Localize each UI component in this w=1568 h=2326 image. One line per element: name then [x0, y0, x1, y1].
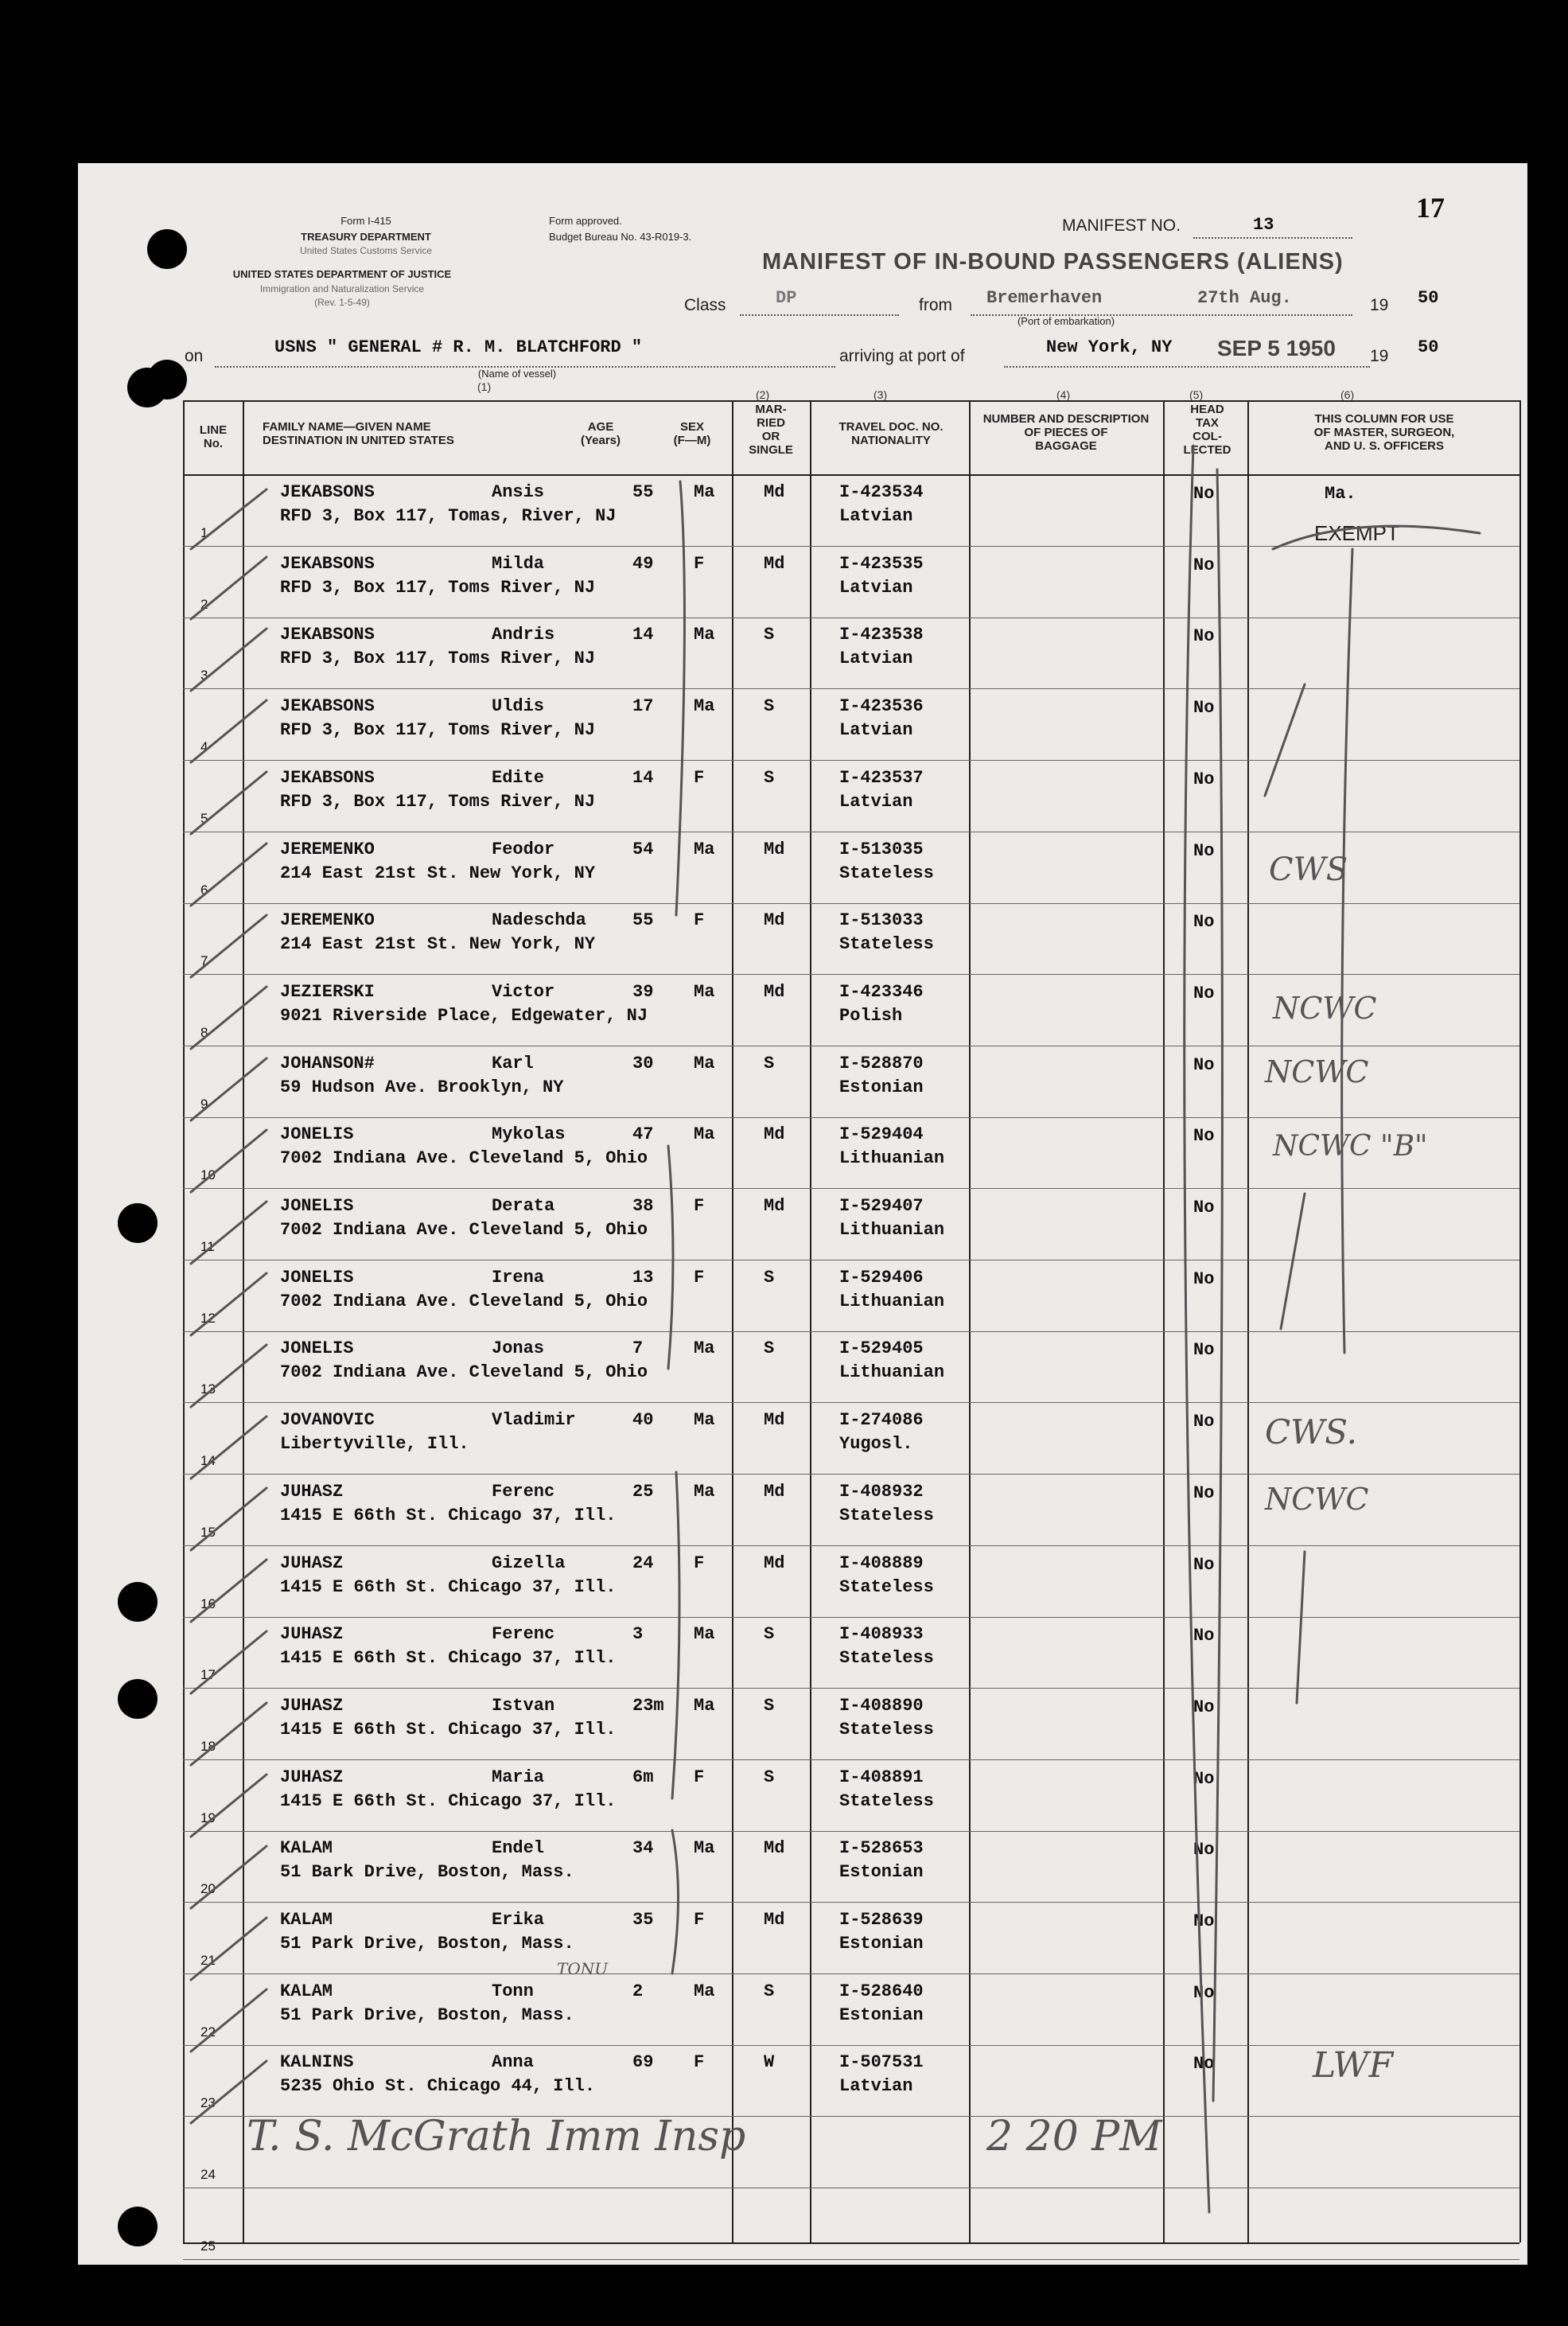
- class-label: Class: [684, 296, 726, 314]
- marital-status: Md: [764, 1838, 785, 1858]
- family-name: JEREMENKO: [280, 840, 375, 859]
- head-tax: No: [1193, 984, 1215, 1003]
- line-number: 17: [200, 1667, 216, 1682]
- given-name: Andris: [492, 625, 555, 645]
- destination: 1415 E 66th St. Chicago 37, Ill.: [280, 1577, 617, 1597]
- line-number: 25: [200, 2238, 216, 2254]
- sex: F: [694, 1268, 705, 1288]
- ins-service: Immigration and Naturalization Service: [259, 283, 425, 294]
- sex: Ma: [694, 1054, 715, 1073]
- travel-doc-no: I-408890: [839, 1696, 924, 1716]
- destination: RFD 3, Box 117, Toms River, NJ: [280, 578, 596, 598]
- travel-doc-no: I-529405: [839, 1338, 924, 1358]
- handwriting-cws-1: CWS: [1269, 851, 1348, 888]
- justice-department: UNITED STATES DEPARTMENT OF JUSTICE: [232, 268, 452, 280]
- departure-year-prefix: 19: [1370, 296, 1389, 314]
- embarkation-caption: (Port of embarkation): [1017, 315, 1115, 327]
- sex: Ma: [694, 982, 715, 1002]
- handwriting-signature: T. S. McGrath Imm Insp: [247, 2113, 746, 2160]
- age: 14: [632, 625, 654, 645]
- marital-status: Md: [764, 982, 785, 1002]
- sex: Ma: [694, 1696, 715, 1716]
- age: 14: [632, 768, 654, 788]
- line-number: 7: [200, 953, 208, 968]
- travel-doc-no: I-408932: [839, 1482, 924, 1502]
- col-header-married: MAR- RIED OR SINGLE: [749, 403, 793, 457]
- family-name: JEKABSONS: [280, 482, 375, 502]
- destination: RFD 3, Box 117, Toms River, NJ: [280, 720, 596, 740]
- given-name: Edite: [492, 768, 545, 788]
- travel-doc-no: I-408933: [839, 1624, 924, 1644]
- given-name: Victor: [492, 982, 555, 1002]
- sex: F: [694, 1910, 705, 1930]
- sex: F: [694, 768, 705, 788]
- handwriting-tonu: TONU: [557, 1959, 609, 1978]
- travel-doc-no: I-513033: [839, 910, 924, 930]
- col-num-3: (3): [873, 388, 888, 401]
- sex: F: [694, 910, 705, 930]
- given-name: Erika: [492, 1910, 545, 1930]
- sex: Ma: [694, 1624, 715, 1644]
- marital-status: Md: [764, 1196, 785, 1216]
- destination: RFD 3, Box 117, Toms River, NJ: [280, 649, 596, 668]
- vessel-caption: (Name of vessel): [477, 368, 557, 380]
- nationality: Lithuanian: [839, 1292, 945, 1311]
- family-name: JUHASZ: [280, 1553, 344, 1573]
- line-number: 9: [200, 1097, 208, 1112]
- sex: Ma: [694, 1482, 715, 1502]
- age: 7: [632, 1338, 644, 1358]
- sex: Ma: [694, 696, 715, 716]
- travel-doc-no: I-423535: [839, 554, 924, 574]
- age: 2: [632, 1981, 644, 2001]
- destination: 7002 Indiana Ave. Cleveland 5, Ohio: [280, 1362, 648, 1382]
- marital-status: Md: [764, 840, 785, 859]
- travel-doc-no: I-528639: [839, 1910, 924, 1930]
- customs-service: United States Customs Service: [299, 245, 433, 256]
- form-approved: Form approved.: [549, 215, 622, 227]
- nationality: Latvian: [839, 649, 913, 668]
- head-tax: No: [1193, 555, 1215, 575]
- destination: 7002 Indiana Ave. Cleveland 5, Ohio: [280, 1148, 648, 1168]
- age: 3: [632, 1624, 644, 1644]
- nationality: Stateless: [839, 1720, 934, 1740]
- family-name: JEREMENKO: [280, 910, 375, 930]
- given-name: Mykolas: [492, 1124, 566, 1144]
- given-name: Karl: [492, 1054, 534, 1073]
- col-header-name: FAMILY NAME—GIVEN NAME DESTINATION IN UNITED STATES: [263, 420, 454, 447]
- family-name: JEZIERSKI: [280, 982, 375, 1002]
- head-tax: No: [1193, 1198, 1215, 1218]
- line-number: 2: [200, 597, 208, 612]
- sex: F: [694, 2052, 705, 2072]
- marital-status: Md: [764, 1482, 785, 1502]
- family-name: JUHASZ: [280, 1482, 344, 1502]
- handwriting-cws-2: CWS.: [1265, 1412, 1357, 1451]
- marital-status: Md: [764, 554, 785, 574]
- embarkation-port: Bremerhaven: [986, 288, 1103, 308]
- travel-doc-no: I-529406: [839, 1268, 924, 1288]
- travel-doc-no: I-528870: [839, 1054, 924, 1073]
- age: 23m: [632, 1696, 664, 1716]
- sex: Ma: [694, 1838, 715, 1858]
- col-num-4: (4): [1056, 388, 1071, 401]
- given-name: Gizella: [492, 1553, 566, 1573]
- departure-date: 27th Aug.: [1197, 288, 1292, 308]
- family-name: JONELIS: [280, 1338, 354, 1358]
- col-header-travel: TRAVEL DOC. NO. NATIONALITY: [838, 420, 944, 447]
- marital-status: S: [764, 696, 775, 716]
- age: 55: [632, 482, 654, 502]
- nationality: Latvian: [839, 720, 913, 740]
- given-name: Endel: [492, 1838, 545, 1858]
- given-name: Maria: [492, 1767, 545, 1787]
- sex: Ma: [694, 1410, 715, 1430]
- family-name: JONELIS: [280, 1196, 354, 1216]
- given-name: Anna: [492, 2052, 534, 2072]
- arrival-stamp: SEP 5 1950: [1217, 336, 1336, 360]
- form-revision: (Rev. 1-5-49): [314, 297, 370, 308]
- given-name: Feodor: [492, 840, 555, 859]
- treasury-department: TREASURY DEPARTMENT: [301, 231, 431, 243]
- age: 38: [632, 1196, 654, 1216]
- given-name: Ansis: [492, 482, 545, 502]
- destination: 51 Park Drive, Boston, Mass.: [280, 1934, 574, 1954]
- page-number: 17: [1416, 192, 1445, 224]
- head-tax: No: [1193, 1911, 1215, 1931]
- handwriting-ncwc-3: NCWC "B": [1273, 1130, 1428, 1163]
- handwriting-time: 2 20 PM: [986, 2113, 1162, 2160]
- head-tax: No: [1193, 698, 1215, 718]
- destination: RFD 3, Box 117, Tomas, River, NJ: [280, 506, 617, 526]
- nationality: Polish: [839, 1006, 903, 1026]
- nationality: Stateless: [839, 863, 934, 883]
- head-tax: No: [1193, 1983, 1215, 2003]
- age: 30: [632, 1054, 654, 1073]
- age: 25: [632, 1482, 654, 1502]
- col-header-tax: HEAD TAX COL- LECTED: [1183, 403, 1231, 457]
- head-tax: No: [1193, 2054, 1215, 2074]
- family-name: JEKABSONS: [280, 768, 375, 788]
- given-name: Derata: [492, 1196, 555, 1216]
- nationality: Lithuanian: [839, 1220, 945, 1240]
- given-name: Nadeschda: [492, 910, 586, 930]
- age: 13: [632, 1268, 654, 1288]
- nationality: Estonian: [839, 2005, 924, 2025]
- arrival-port: New York, NY: [1046, 337, 1173, 357]
- nationality: Lithuanian: [839, 1362, 945, 1382]
- line-number: 1: [200, 525, 208, 540]
- head-tax: No: [1193, 841, 1215, 861]
- head-tax: No: [1193, 1626, 1215, 1646]
- line-number: 24: [200, 2167, 216, 2182]
- marital-status: Md: [764, 482, 785, 502]
- marital-status: W: [764, 2052, 775, 2072]
- destination: 214 East 21st St. New York, NY: [280, 934, 596, 954]
- line-number: 5: [200, 811, 208, 826]
- marital-status: S: [764, 1338, 775, 1358]
- destination: RFD 3, Box 117, Toms River, NJ: [280, 792, 596, 812]
- given-name: Istvan: [492, 1696, 555, 1716]
- destination: 51 Bark Drive, Boston, Mass.: [280, 1862, 574, 1882]
- handwriting-exempt: EXEMPT: [1314, 521, 1399, 545]
- col-header-age: AGE (Years): [580, 420, 621, 447]
- nationality: Estonian: [839, 1077, 924, 1097]
- handwriting-ncwc-2: NCWC: [1265, 1054, 1369, 1089]
- family-name: KALAM: [280, 1910, 333, 1930]
- travel-doc-no: I-408891: [839, 1767, 924, 1787]
- head-tax: No: [1193, 484, 1215, 504]
- form-number: Form I-415: [340, 215, 391, 227]
- nationality: Latvian: [839, 506, 913, 526]
- col-num-6: (6): [1340, 388, 1355, 401]
- line-number: 3: [200, 668, 208, 683]
- line-number: 20: [200, 1881, 216, 1896]
- col-num-2: (2): [756, 388, 770, 401]
- line-number: 13: [200, 1381, 216, 1397]
- head-tax: No: [1193, 1840, 1215, 1860]
- officer-note: Ma.: [1325, 484, 1356, 504]
- destination: 7002 Indiana Ave. Cleveland 5, Ohio: [280, 1292, 648, 1311]
- destination: 1415 E 66th St. Chicago 37, Ill.: [280, 1791, 617, 1811]
- age: 35: [632, 1910, 654, 1930]
- travel-doc-no: I-423346: [839, 982, 924, 1002]
- col-num-1: (1): [477, 380, 492, 393]
- travel-doc-no: I-528653: [839, 1838, 924, 1858]
- given-name: Milda: [492, 554, 545, 574]
- line-number: 6: [200, 882, 208, 898]
- nationality: Latvian: [839, 2076, 913, 2096]
- budget-bureau: Budget Bureau No. 43-R019-3.: [549, 231, 692, 243]
- nationality: Estonian: [839, 1862, 924, 1882]
- nationality: Stateless: [839, 934, 934, 954]
- given-name: Irena: [492, 1268, 545, 1288]
- given-name: Vladimir: [492, 1410, 576, 1430]
- sex: Ma: [694, 1981, 715, 2001]
- line-number: 14: [200, 1453, 216, 1468]
- line-number: 18: [200, 1739, 216, 1754]
- line-number: 11: [200, 1239, 215, 1254]
- age: 34: [632, 1838, 654, 1858]
- family-name: JUHASZ: [280, 1696, 344, 1716]
- head-tax: No: [1193, 1483, 1215, 1503]
- family-name: JEKABSONS: [280, 554, 375, 574]
- col-header-line: LINE No.: [199, 423, 228, 450]
- class-value: DP: [776, 288, 797, 308]
- sex: Ma: [694, 1124, 715, 1144]
- destination: 1415 E 66th St. Chicago 37, Ill.: [280, 1506, 617, 1525]
- arrival-year: 50: [1418, 337, 1439, 357]
- nationality: Stateless: [839, 1577, 934, 1597]
- head-tax: No: [1193, 1769, 1215, 1789]
- family-name: JUHASZ: [280, 1624, 344, 1644]
- marital-status: S: [764, 1767, 775, 1787]
- line-number: 22: [200, 2024, 216, 2040]
- marital-status: S: [764, 1268, 775, 1288]
- col-header-officers: THIS COLUMN FOR USE OF MASTER, SURGEON, AND U. S. OFFICERS: [1313, 412, 1455, 453]
- col-num-5: (5): [1189, 388, 1204, 401]
- sex: F: [694, 1553, 705, 1573]
- age: 39: [632, 982, 654, 1002]
- from-label: from: [919, 296, 952, 314]
- destination: 1415 E 66th St. Chicago 37, Ill.: [280, 1648, 617, 1668]
- head-tax: No: [1193, 1269, 1215, 1289]
- given-name: Tonn: [492, 1981, 534, 2001]
- travel-doc-no: I-408889: [839, 1553, 924, 1573]
- family-name: JOHANSON#: [280, 1054, 375, 1073]
- destination: 7002 Indiana Ave. Cleveland 5, Ohio: [280, 1220, 648, 1240]
- travel-doc-no: I-423534: [839, 482, 924, 502]
- marital-status: Md: [764, 1910, 785, 1930]
- age: 40: [632, 1410, 654, 1430]
- travel-doc-no: I-423536: [839, 696, 924, 716]
- sex: Ma: [694, 482, 715, 502]
- line-number: 15: [200, 1525, 216, 1540]
- arrival-year-prefix: 19: [1370, 347, 1389, 365]
- travel-doc-no: I-423537: [839, 768, 924, 788]
- manifest-no-label: MANIFEST NO.: [1062, 216, 1181, 235]
- destination: 5235 Ohio St. Chicago 44, Ill.: [280, 2076, 596, 2096]
- travel-doc-no: I-507531: [839, 2052, 924, 2072]
- given-name: Jonas: [492, 1338, 545, 1358]
- given-name: Ferenc: [492, 1624, 555, 1644]
- age: 54: [632, 840, 654, 859]
- destination: 1415 E 66th St. Chicago 37, Ill.: [280, 1720, 617, 1740]
- family-name: JUHASZ: [280, 1767, 344, 1787]
- nationality: Yugosl.: [839, 1434, 913, 1454]
- family-name: JONELIS: [280, 1268, 354, 1288]
- sex: F: [694, 554, 705, 574]
- vessel-name: USNS " GENERAL # R. M. BLATCHFORD ": [274, 337, 643, 357]
- nationality: Stateless: [839, 1648, 934, 1668]
- head-tax: No: [1193, 1697, 1215, 1717]
- travel-doc-no: I-529407: [839, 1196, 924, 1216]
- family-name: KALAM: [280, 1838, 333, 1858]
- marital-status: S: [764, 1624, 775, 1644]
- head-tax: No: [1193, 1412, 1215, 1432]
- travel-doc-no: I-423538: [839, 625, 924, 645]
- marital-status: Md: [764, 1410, 785, 1430]
- given-name: Uldis: [492, 696, 545, 716]
- given-name: Ferenc: [492, 1482, 555, 1502]
- sex: F: [694, 1767, 705, 1787]
- age: 6m: [632, 1767, 654, 1787]
- nationality: Stateless: [839, 1506, 934, 1525]
- marital-status: Md: [764, 910, 785, 930]
- family-name: JOVANOVIC: [280, 1410, 375, 1430]
- line-number: 12: [200, 1311, 216, 1326]
- line-number: 19: [200, 1810, 216, 1825]
- line-number: 8: [200, 1025, 208, 1040]
- arriving-label: arriving at port of: [839, 347, 965, 365]
- head-tax: No: [1193, 1340, 1215, 1360]
- manifest-title: MANIFEST OF IN-BOUND PASSENGERS (ALIENS): [762, 249, 1344, 275]
- family-name: KALAM: [280, 1981, 333, 2001]
- marital-status: S: [764, 1696, 775, 1716]
- family-name: JEKABSONS: [280, 625, 375, 645]
- nationality: Stateless: [839, 1791, 934, 1811]
- head-tax: No: [1193, 769, 1215, 789]
- line-number: 23: [200, 2095, 216, 2110]
- travel-doc-no: I-528640: [839, 1981, 924, 2001]
- destination: 51 Park Drive, Boston, Mass.: [280, 2005, 574, 2025]
- line-number: 4: [200, 739, 208, 754]
- marital-status: S: [764, 768, 775, 788]
- age: 24: [632, 1553, 654, 1573]
- nationality: Latvian: [839, 792, 913, 812]
- head-tax: No: [1193, 912, 1215, 932]
- head-tax: No: [1193, 1555, 1215, 1575]
- marital-status: Md: [764, 1553, 785, 1573]
- sex: Ma: [694, 840, 715, 859]
- handwriting-ncwc-4: NCWC: [1265, 1482, 1369, 1517]
- head-tax: No: [1193, 1055, 1215, 1075]
- departure-year: 50: [1418, 288, 1439, 308]
- marital-status: S: [764, 625, 775, 645]
- marital-status: S: [764, 1054, 775, 1073]
- sex: Ma: [694, 625, 715, 645]
- family-name: JEKABSONS: [280, 696, 375, 716]
- handwriting-ncwc-1: NCWC: [1273, 991, 1377, 1026]
- nationality: Estonian: [839, 1934, 924, 1954]
- head-tax: No: [1193, 626, 1215, 646]
- marital-status: Md: [764, 1124, 785, 1144]
- on-label: on: [185, 347, 204, 365]
- nationality: Lithuanian: [839, 1148, 945, 1168]
- sex: F: [694, 1196, 705, 1216]
- age: 47: [632, 1124, 654, 1144]
- destination: 9021 Riverside Place, Edgewater, NJ: [280, 1006, 648, 1026]
- family-name: JONELIS: [280, 1124, 354, 1144]
- travel-doc-no: I-513035: [839, 840, 924, 859]
- head-tax: No: [1193, 1126, 1215, 1146]
- manifest-no-value: 13: [1253, 215, 1274, 235]
- travel-doc-no: I-529404: [839, 1124, 924, 1144]
- destination: Libertyville, Ill.: [280, 1434, 469, 1454]
- line-number: 10: [200, 1167, 216, 1182]
- destination: 214 East 21st St. New York, NY: [280, 863, 596, 883]
- nationality: Latvian: [839, 578, 913, 598]
- age: 49: [632, 554, 654, 574]
- destination: 59 Hudson Ave. Brooklyn, NY: [280, 1077, 564, 1097]
- col-header-baggage: NUMBER AND DESCRIPTION OF PIECES OF BAGGAGE: [982, 412, 1150, 453]
- age: 69: [632, 2052, 654, 2072]
- travel-doc-no: I-274086: [839, 1410, 924, 1430]
- handwriting-lwf: LWF: [1313, 2045, 1394, 2086]
- col-header-sex: SEX (F—M): [673, 420, 711, 447]
- line-number: 16: [200, 1596, 216, 1611]
- marital-status: S: [764, 1981, 775, 2001]
- age: 55: [632, 910, 654, 930]
- sex: Ma: [694, 1338, 715, 1358]
- age: 17: [632, 696, 654, 716]
- line-number: 21: [200, 1953, 216, 1968]
- family-name: KALNINS: [280, 2052, 354, 2072]
